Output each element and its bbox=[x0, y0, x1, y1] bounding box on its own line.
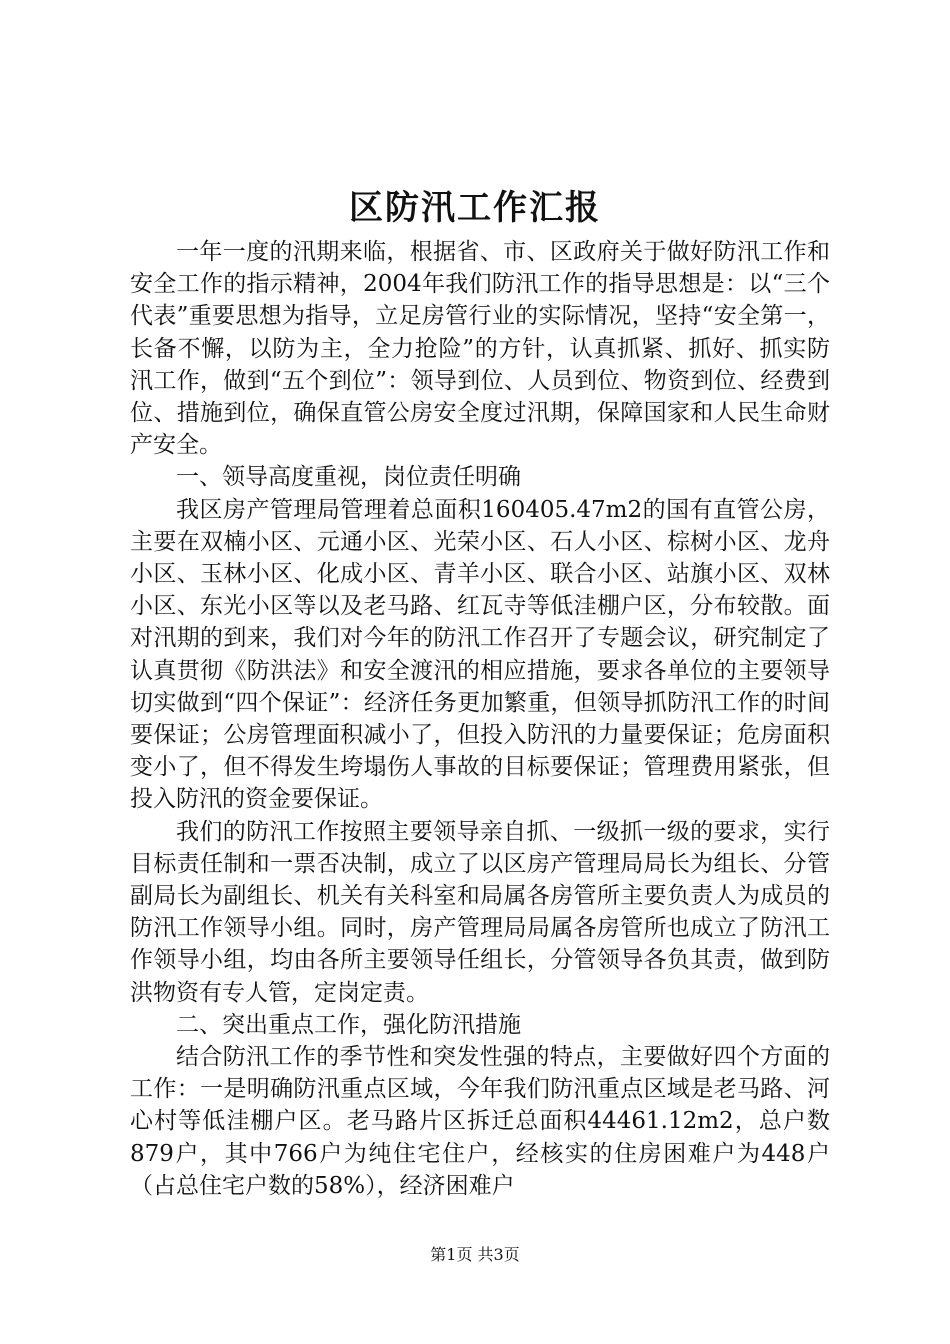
paragraph-section-1-b: 我们的防汛工作按照主要领导亲自抓、一级抓一级的要求，实行目标责任制和一票否决制，成立了以区房产管理局局长为组长、分管副局长为副组长、机关有关科室和局属各房管所主要负责人为成员的防汛工作领导小组。同时，房产管理局局属各房管所也成立了防汛工作领导小组，均由各所主要领导任组长，分管领导各负其责，做到防洪物资有专人管，定岗定责。 bbox=[130, 818, 830, 1006]
paragraph-section-1-a: 我区房产管理局管理着总面积160405.47m2的国有直管公房，主要在双楠小区、元通小区、光荣小区、石人小区、棕树小区、龙舟小区、玉林小区、化成小区、青羊小区、联合小区、站旗小区、双林小区、东光小区等以及老马路、红瓦寺等低洼棚户区，分布较散。面对汛期的到来，我们对今年的防汛工作召开了专题会议，研究制定了认真贯彻《防洪法》和安全渡汛的相应措施，要求各单位的主要领导切实做到“四个保证”：经济任务更加繁重，但领导抓防汛工作的时间要保证；公房管理面积减小了，但投入防汛的力量要保证；危房面积变小了，但不得发生垮塌伤人事故的目标要保证；管理费用紧张，但投入防汛的资金要保证。 bbox=[130, 496, 830, 813]
paragraph-intro: 一年一度的汛期来临，根据省、市、区政府关于做好防汛工作和安全工作的指示精神，2004年我们防汛工作的指导思想是：以“三个代表”重要思想为指导，立足房管行业的实际情况，坚持“安全第一，长备不懈，以防为主，全力抢险”的方针，认真抓紧、抓好、抓实防汛工作，做到“五个到位”：领导到位、人员到位、物资到位、经费到位、措施到位，确保直管公房安全度过汛期，保障国家和人民生命财产安全。 bbox=[130, 239, 830, 459]
paragraph-section-2-a: 结合防汛工作的季节性和突发性强的特点，主要做好四个方面的工作：一是明确防汛重点区域，今年我们防汛重点区域是老马路、河心村等低洼棚户区。老马路片区拆迁总面积44461.12m2，总户数879户，其中766户为纯住宅住户，经核实的住房困难户为448户（占总住宅户数的58%），经济困难户 bbox=[130, 1044, 830, 1199]
section-heading-2: 二、突出重点工作，强化防汛措施 bbox=[176, 1011, 521, 1038]
document-title: 区防汛工作汇报 bbox=[349, 188, 601, 228]
section-heading-1: 一、领导高度重视，岗位责任明确 bbox=[176, 464, 521, 491]
document-body bbox=[130, 236, 830, 1202]
page-footer: 第1页 共3页 bbox=[430, 1245, 520, 1264]
